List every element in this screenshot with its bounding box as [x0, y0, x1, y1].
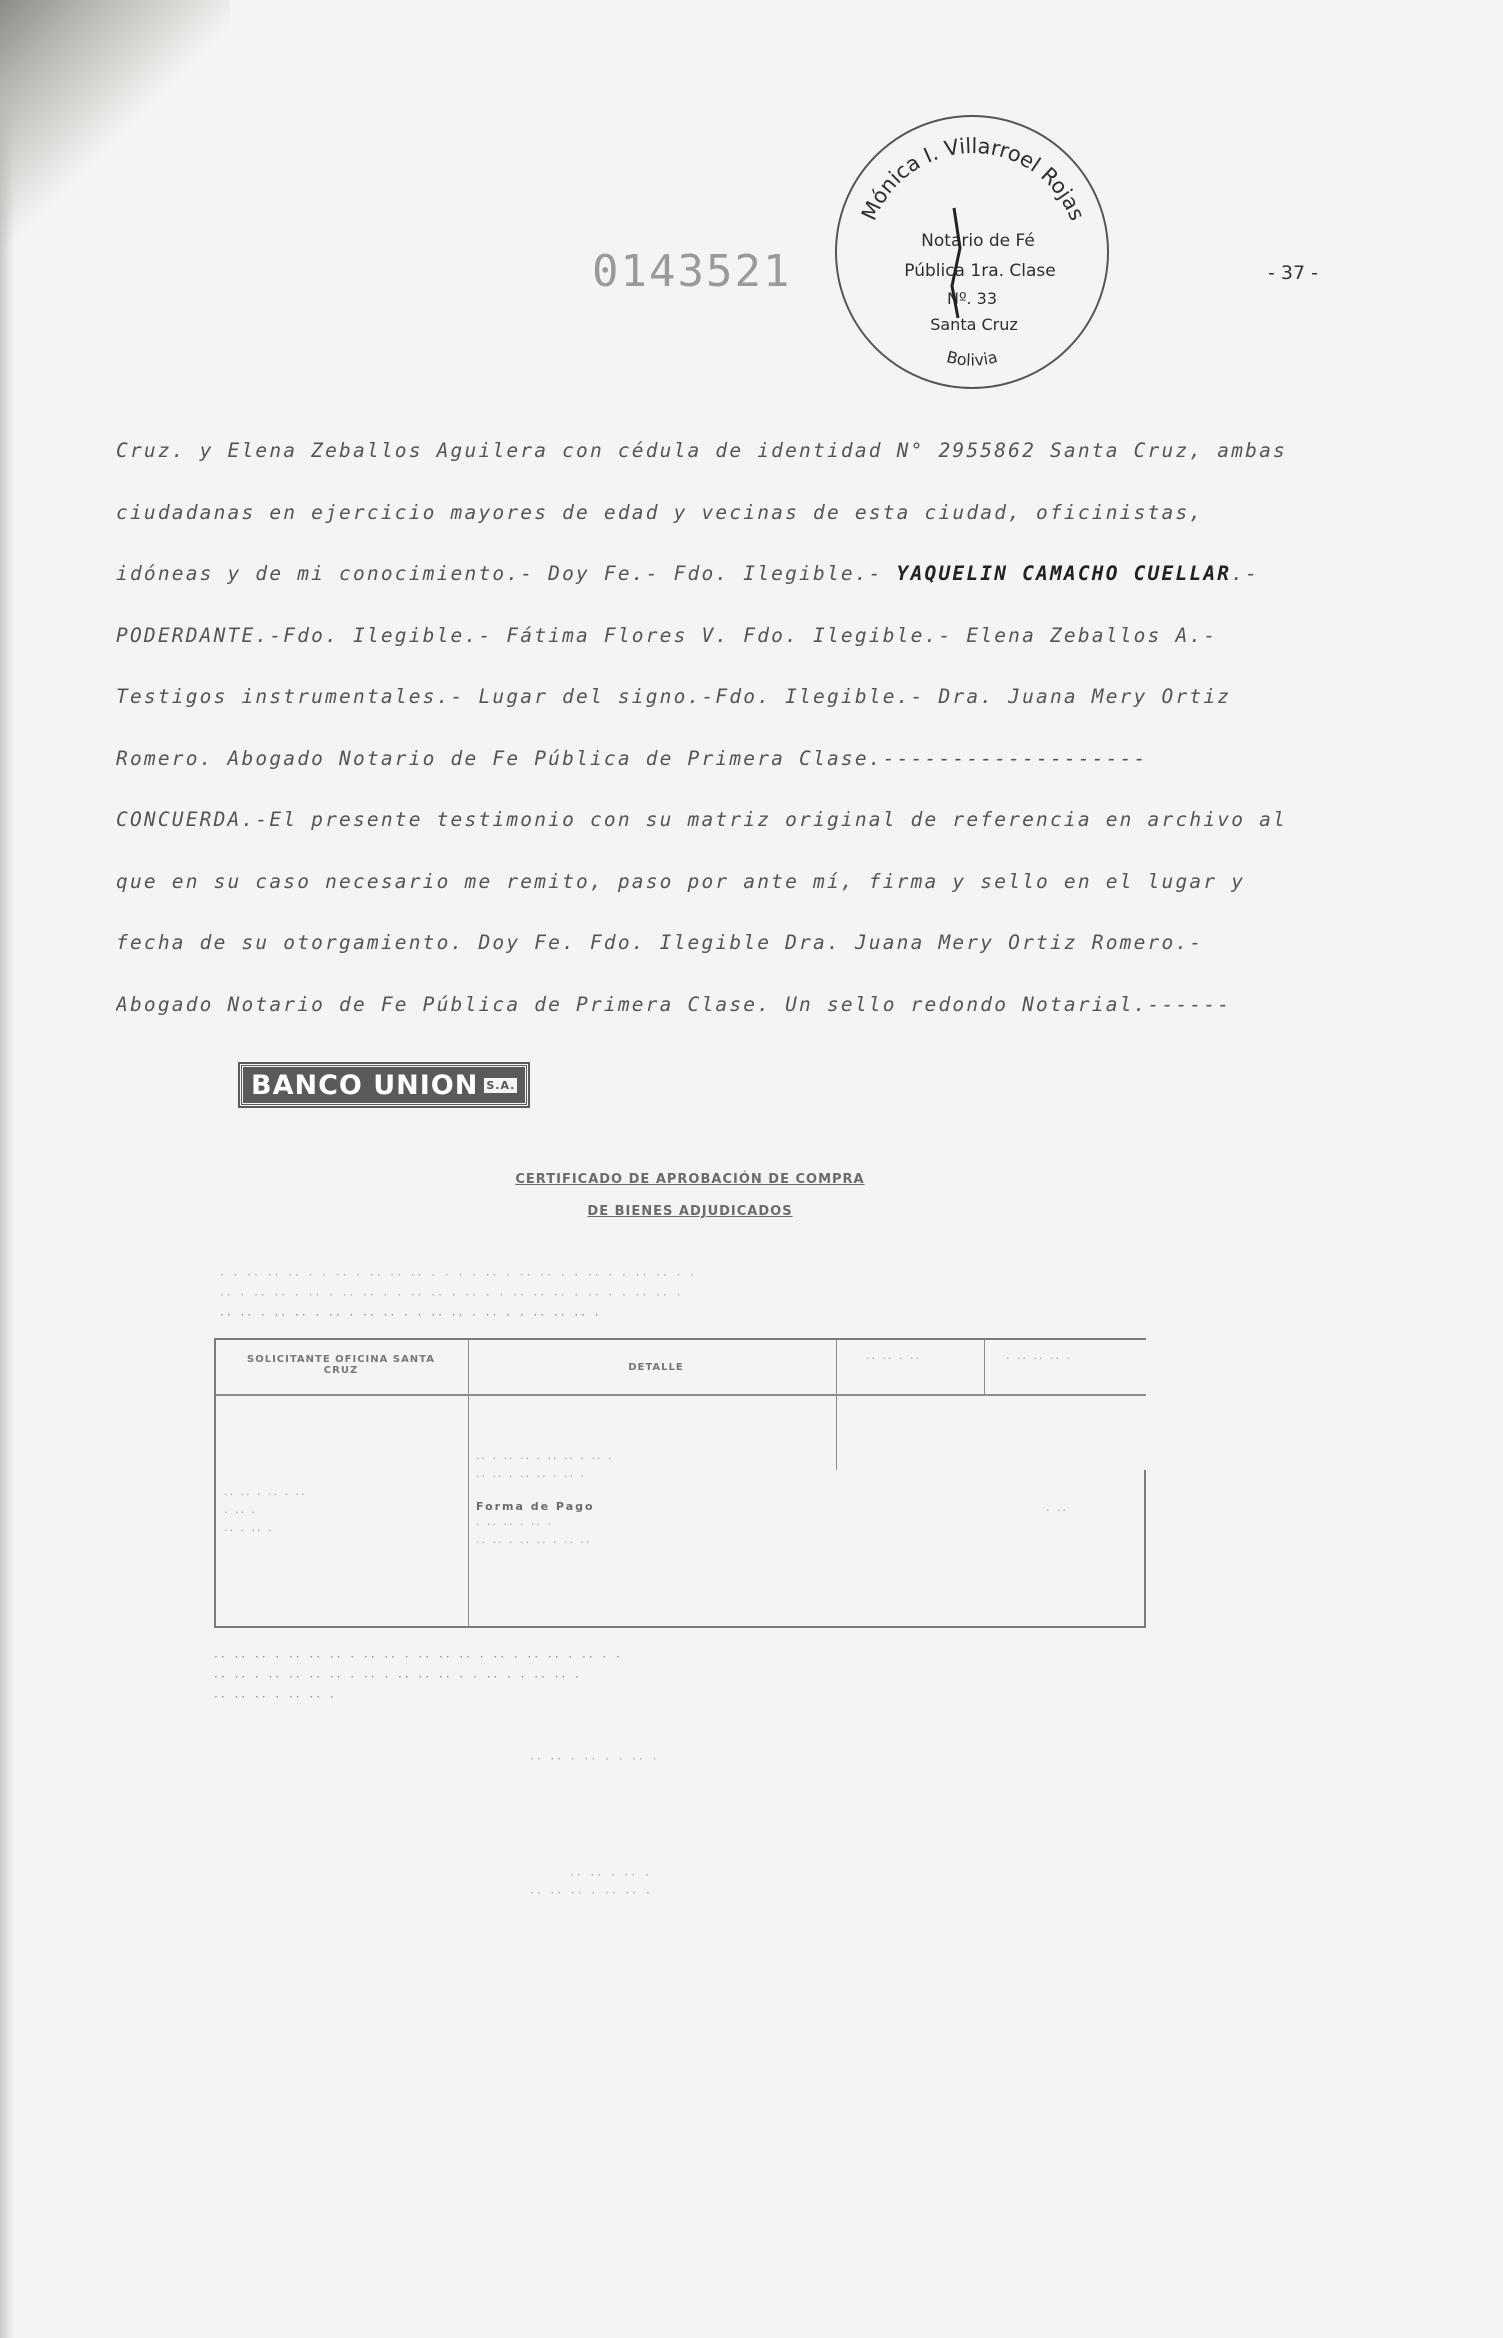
certificate-title-line-2: DE BIENES ADJUDICADOS: [587, 1204, 793, 1219]
table-cell-detalle-illegible-1: ·· · ·· ·· · ·· ·· · ·· ·: [476, 1452, 614, 1465]
page-corner-shadow: [0, 0, 230, 340]
certificate-closing-illegible-3: ·· ·· ·· · ·· ·· ·: [214, 1690, 337, 1704]
seal-line-4: Santa Cruz: [930, 315, 1018, 334]
table-cell-forma-de-pago: Forma de Pago: [476, 1500, 595, 1513]
certificate-intro-illegible-1: · · ·· ·· ·· · · ·· · ·· ·· ·· · · · · ·· · ·· ·· · · ·· · · ·· ·· · ·: [220, 1268, 698, 1282]
page-number: - 37 -: [1268, 262, 1318, 284]
notarial-testimony-text: [116, 420, 1311, 1035]
table-header-rule: [216, 1394, 1146, 1396]
testimony-line-5: Testigos instrumentales.- Lugar del signo.-Fdo. Ilegible.- Dra. Juana Mery Ortiz: [116, 685, 1232, 708]
table-cell-detalle-illegible-2: ·· ·· · ·· ·· · ·· ·: [476, 1470, 586, 1483]
certificate-date-illegible: ·· ·· · ·· · · ·· ·: [530, 1752, 660, 1766]
table-col-divider-1: [468, 1340, 469, 1626]
testimony-line-3-end: .-: [1231, 562, 1260, 585]
bank-logo: [240, 1064, 528, 1106]
testimony-line-3-text: idóneas y de mi conocimiento.- Doy Fe.- Fdo. Ilegible.-: [116, 562, 897, 585]
table-header-detalle: DETALLE: [628, 1362, 684, 1373]
certificate-closing-illegible-2: ·· ·· · ·· ·· ·· ·· · ·· · ·· ·· ·· · · ·· · · ·· ·· ·: [214, 1670, 582, 1684]
seal-line-3: Nº. 33: [946, 289, 998, 308]
seal-arc-text: Mónica I. Villarroel Rojas: [856, 133, 1090, 224]
seal-line-2: Pública 1ra. Clase: [904, 261, 1056, 281]
table-cell-detalle-illegible-4: ·· ·· · ·· ·· · ·· ··: [476, 1536, 592, 1549]
table-cell-detalle-illegible-3: · ·· ·· · ·· ·: [476, 1518, 553, 1531]
bank-logo-name: BANCO UNION: [251, 1069, 479, 1101]
certificate-closing-illegible-1: ·· ·· ·· · ·· ·· ·· · ·· ·· · ·· ·· ·· · ·· · ·· ·· · ·· · ·: [214, 1650, 623, 1664]
certificate-table: [214, 1338, 1146, 1628]
testimony-line-2: ciudadanas en ejercicio mayores de edad y vecinas de esta ciudad, oficinistas,: [116, 500, 1204, 524]
seal-line-1: Notario de Fé: [921, 231, 1035, 251]
signatory-name-illegible: ·· ·· · ·· ·: [570, 1868, 652, 1882]
table-col-divider-2: [836, 1340, 837, 1470]
table-cell-solicitante-illegible-1: ·· ·· · ·· · ··: [224, 1488, 307, 1501]
testimony-line-6: Romero. Abogado Notario de Fe Pública de Primera Clase.-------------------: [116, 746, 1148, 770]
testimony-line-10: Abogado Notario de Fe Pública de Primera Clase. Un sello redondo Notarial.------: [116, 992, 1232, 1016]
certificate-intro-illegible-2: ·· · ·· ·· · ·· · ·· ·· · · ·· ·· · ·· · · ·· ·· ·· · ·· · · ·· ·· ·: [220, 1288, 684, 1302]
table-cell-amount-illegible: · ··: [1046, 1504, 1068, 1517]
table-right-border: [1144, 1470, 1146, 1626]
testimony-line-7: CONCUERDA.-El presente testimonio con su matriz original de referencia en archivo al: [116, 808, 1287, 831]
table-cell-solicitante-illegible-3: ·· · ·· ·: [224, 1524, 274, 1537]
table-header-col3-illegible: ·· ·· · ··: [866, 1352, 921, 1365]
table-col-divider-3: [984, 1340, 985, 1394]
testimony-line-1: Cruz. y Elena Zeballos Aguilera con cédula de identidad N° 2955862 Santa Cruz, ambas: [116, 439, 1287, 462]
notary-seal-graphic: [828, 108, 1116, 396]
notary-seal: [828, 108, 1116, 396]
table-header-solicitante: SOLICITANTE OFICINA SANTA CRUZ: [247, 1354, 435, 1376]
document-serial-number: 0143521: [592, 246, 792, 297]
certificate-intro-illegible-3: ·· ·· · ·· ·· · ·· · ·· ·· · · ·· ·· · ·· · · ·· ·· ·· ·: [220, 1308, 602, 1322]
testimony-line-3: [116, 543, 1311, 605]
testimony-line-4: PODERDANTE.-Fdo. Ilegible.- Fátima Flores V. Fdo. Ilegible.- Elena Zeballos A.-: [116, 623, 1218, 647]
testimony-line-8: que en su caso necesario me remito, paso por ante mí, firma y sello en el lugar y: [116, 869, 1246, 893]
testimony-line-9: fecha de su otorgamiento. Doy Fe. Fdo. Ilegible Dra. Juana Mery Ortiz Romero.-: [116, 931, 1204, 954]
table-header-col4-illegible: · ·· ·· ·· ·: [1006, 1352, 1072, 1365]
bank-logo-suffix: S.A.: [486, 1078, 516, 1092]
poderdante-name: YAQUELIN CAMACHO CUELLAR: [896, 562, 1232, 585]
certificate-title-line-1: CERTIFICADO DE APROBACIÓN DE COMPRA: [515, 1172, 865, 1187]
page-edge-shadow: [0, 0, 14, 2338]
signatory-title-illegible: ·· ·· ·· · ·· ·· ·: [530, 1886, 653, 1900]
seal-bottom-text: Bolivia: [944, 347, 1000, 370]
table-cell-solicitante-illegible-2: · ·· ·: [224, 1506, 257, 1519]
